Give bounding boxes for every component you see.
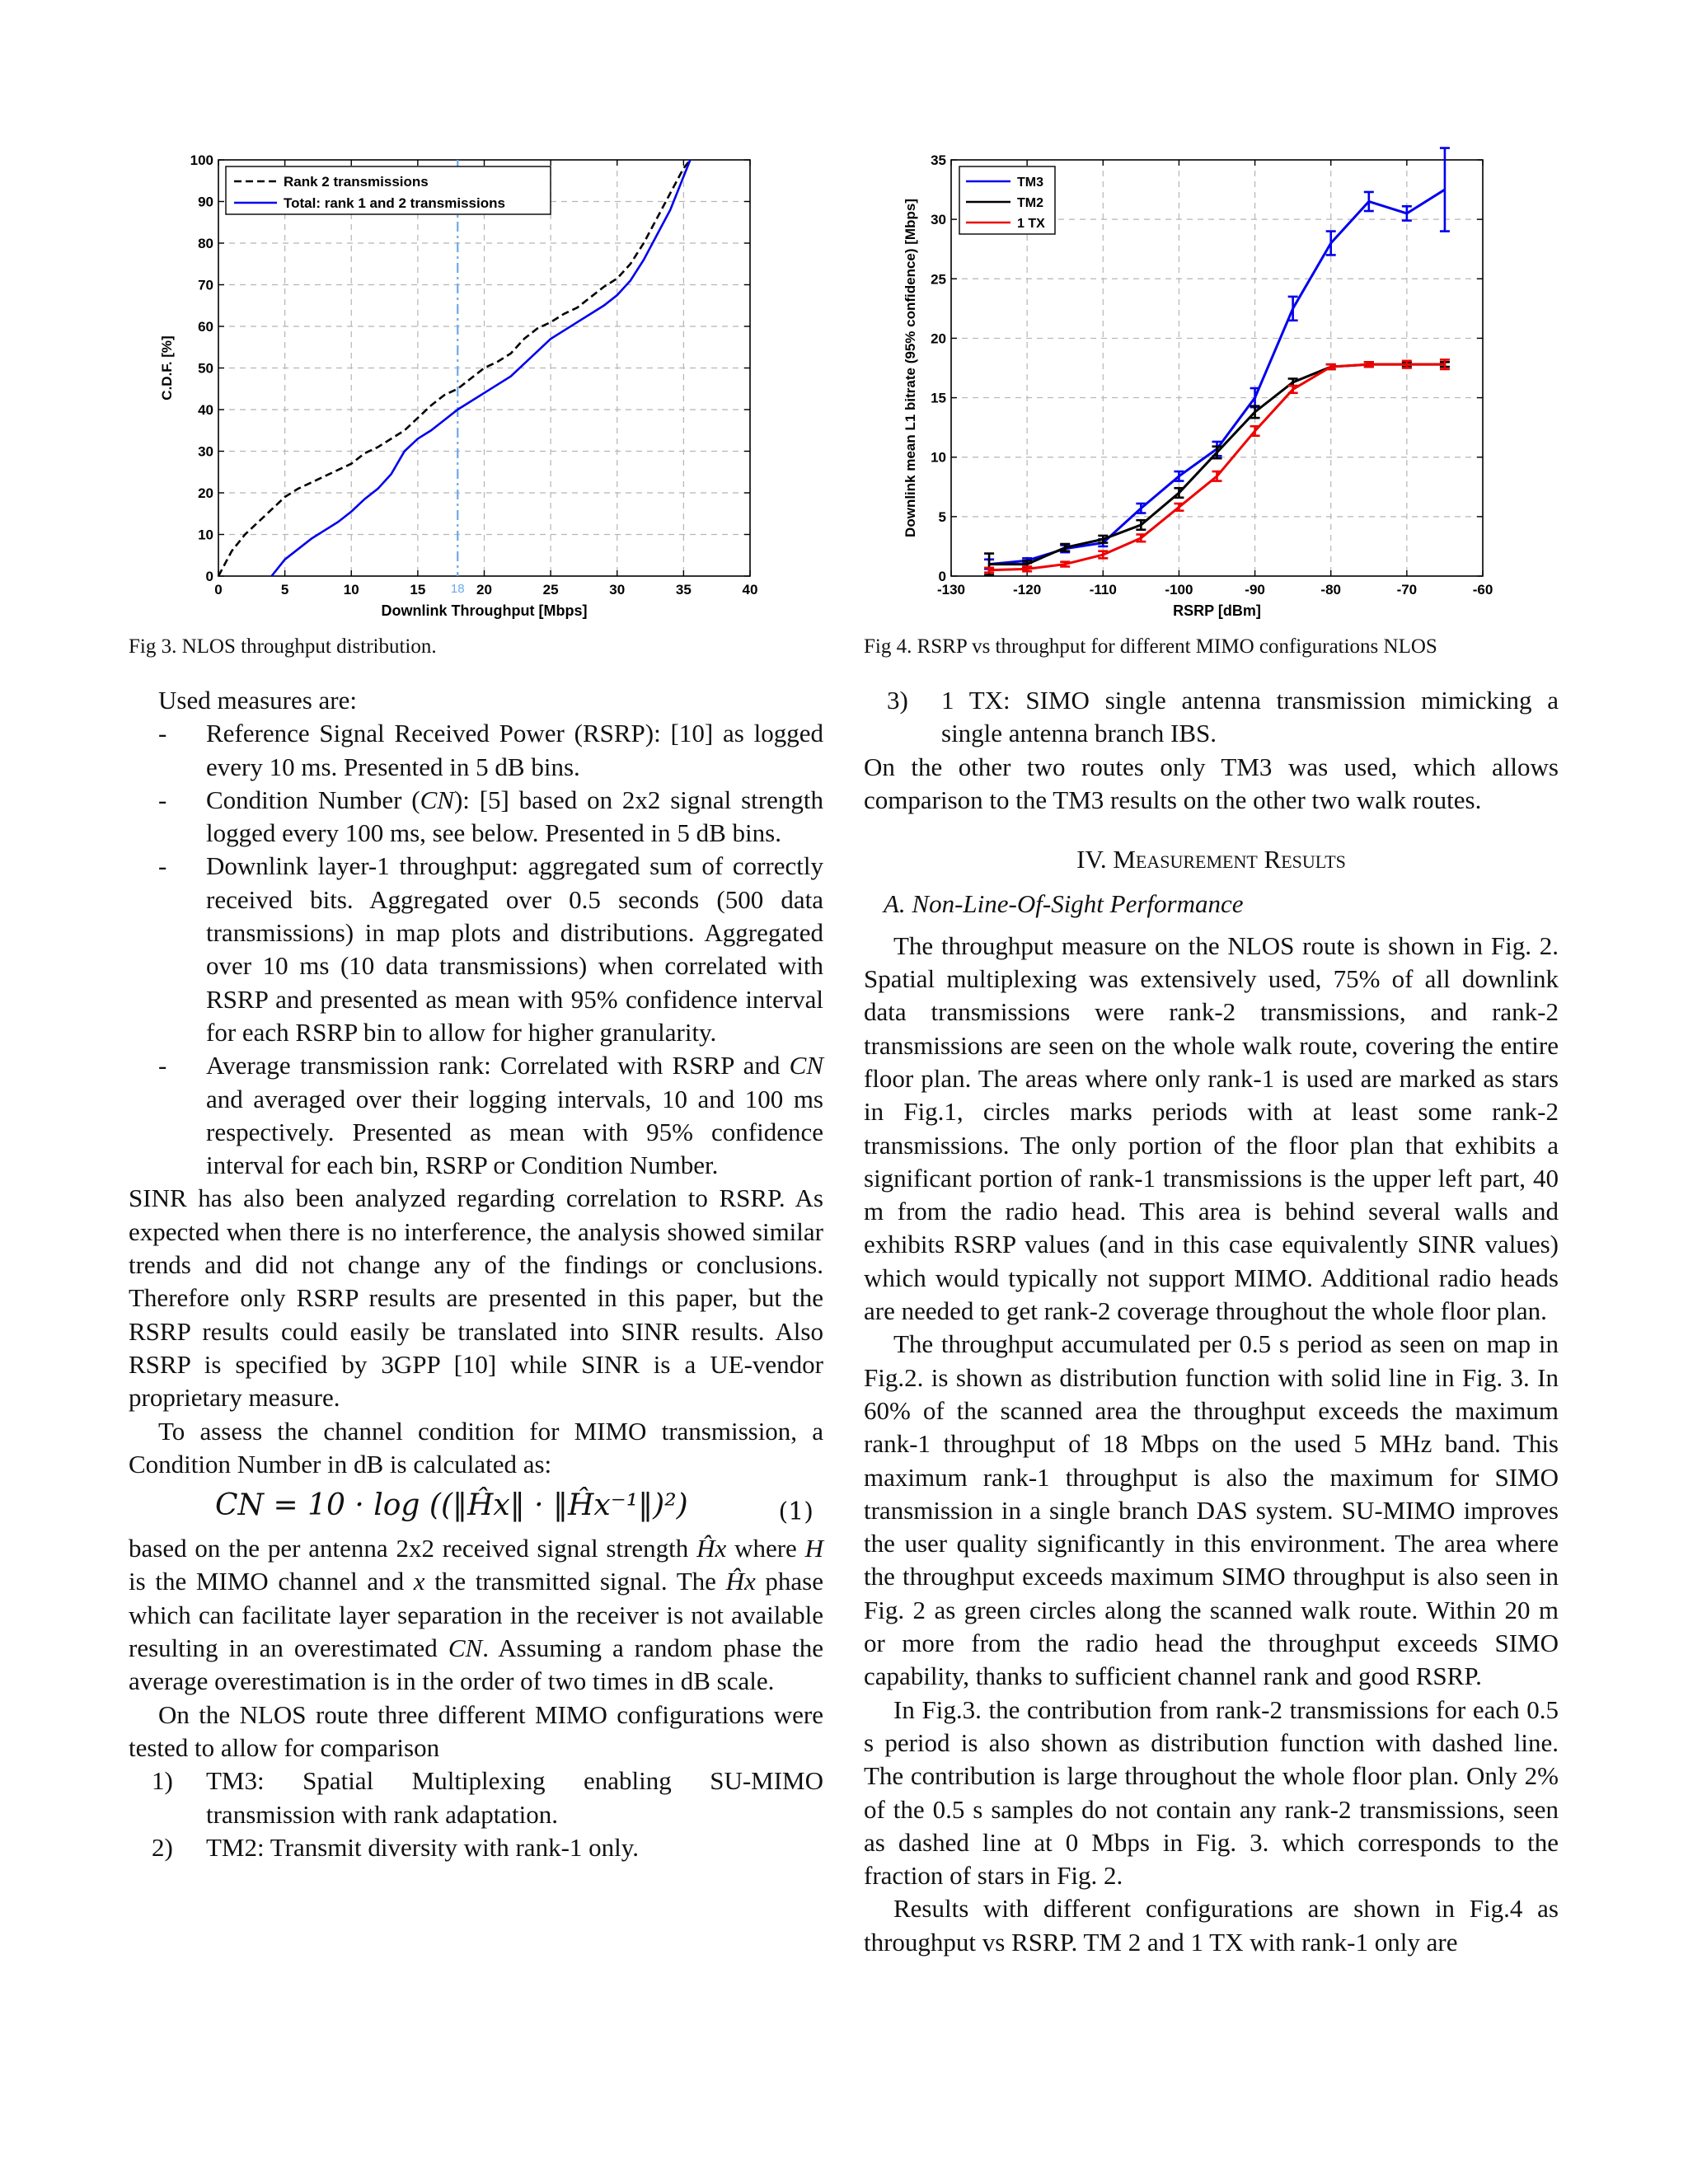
legend-label: Total: rank 1 and 2 transmissions	[284, 195, 505, 211]
bullet-marker: -	[158, 851, 167, 881]
measure-item	[129, 850, 823, 1049]
legend-label: Rank 2 transmissions	[284, 174, 429, 190]
measure-item	[129, 1049, 823, 1182]
para-based: based on the per antenna 2x2 received signal strength Ĥx where H is the MIMO channel and x the transmitted signal. The Ĥx phase which can facilitate layer separation in the receiver is not available resulting in an overestimated CN. Assuming a random phase the average overestimation is in the order of two times in dB scale.	[129, 1534, 824, 1696]
legend-label: 1 TX	[1017, 217, 1045, 231]
config-text: 1 TX: SIMO single antenna transmission mimicking a single antenna branch IBS.	[941, 686, 1559, 748]
x-tick-label: -70	[1396, 582, 1418, 598]
error-bar	[1288, 386, 1298, 393]
fig3-chart	[124, 140, 775, 635]
error-bar	[1174, 504, 1184, 511]
y-axis-label: C.D.F. [%]	[159, 335, 175, 401]
left-column	[129, 684, 823, 1864]
config-item	[864, 684, 1559, 751]
y-tick-label: 35	[931, 152, 946, 168]
section-heading: IV. Measurement Results	[1076, 845, 1346, 874]
para-other-routes: On the other two routes only TM3 was used, which allows comparison to the TM3 results on the other two walk routes.	[864, 752, 1559, 814]
measures-intro: Used measures are:	[158, 686, 358, 715]
x-tick-label: -130	[936, 582, 966, 598]
y-tick-label: 25	[931, 271, 946, 288]
y-tick-label: 40	[198, 402, 213, 418]
y-axis-label: Downlink mean L1 bitrate (95% confidence) [Mbps]	[903, 199, 918, 537]
error-bar	[1136, 535, 1146, 542]
cn-symbol: CN	[789, 1051, 823, 1080]
measure-text: Average transmission rank: Correlated with RSRP and	[206, 1051, 790, 1080]
bullet-marker: -	[158, 785, 167, 814]
config-marker: 2)	[152, 1832, 173, 1862]
results-para-2: The throughput accumulated per 0.5 s period as seen on map in Fig.2. is shown as distribution function with solid line in Fig. 3. In 60% of the scanned area the throughput exceeds the maximum rank-1 throughput of 18 Mbps on the used 5 MHz band. This maximum rank-1 throughput is also the maximum for SIMO transmission in a single branch DAS system. SU-MIMO improves the user quality significantly in this environment. The area where the throughput exceeds maximum SIMO throughput is also seen in Fig. 2 as green circles along the scanned walk route. Within 20 m or more from the radio head the throughput exceeds SIMO capability, thanks to sufficient channel rank and good RSRP.	[864, 1329, 1559, 1691]
measure-item	[129, 784, 823, 851]
config-marker: 1)	[152, 1766, 173, 1796]
results-para-3: In Fig.3. the contribution from rank-2 transmissions for each 0.5 s period is also shown as distribution function with dashed line. The contribution is large throughout the whole floor plan. Only 2% of the 0.5 s samples do not contain any rank-2 transmissions, seen as dashed line at 0 Mbps in Fig. 3. which corresponds to the fraction of stars in Fig. 2.	[864, 1694, 1559, 1891]
fig3-caption: Fig 3. NLOS throughput distribution.	[129, 635, 437, 658]
x-tick-label: 5	[280, 582, 289, 598]
series-line-2	[989, 364, 1445, 570]
legend-label: TM3	[1017, 176, 1043, 190]
x-tick-label: 40	[742, 582, 758, 598]
equation-number: (1)	[778, 1497, 814, 1527]
measure-text: Downlink layer-1 throughput: aggregated sum of correctly received bits. Aggregated over 0.5 seconds (500 data transmissions) in map plots and distributions. Aggregated over 10 ms (10 data transmissions) when correlated with RSRP and presented as mean with 95% confidence interval for each RSRP bin to allow for higher granularity.	[206, 851, 823, 1047]
config-text: TM3: Spatial Multiplexing enabling SU-MIMO transmission with rank adaptation.	[206, 1766, 823, 1829]
x-tick-label: -120	[1013, 582, 1042, 598]
measure-text: Condition Number (	[206, 785, 420, 814]
x-tick-label: -110	[1089, 582, 1117, 598]
measure-text: ): [5] based on 2x2 signal strength logged every 100 ms, see below. Presented in 5 dB bins.	[206, 785, 823, 848]
x-tick-label: 35	[675, 582, 692, 598]
y-tick-label: 30	[931, 212, 946, 228]
x-tick-label: 30	[609, 582, 626, 598]
x-tick-label: -100	[1165, 582, 1193, 598]
para-sinr: SINR has also been analyzed regarding correlation to RSRP. As expected when there is no interference, the analysis showed similar trends and did not change any of the findings or conclusions. Therefore only RSRP results are presented in this paper, but the RSRP results could easily be translated into SINR results. Also RSRP is specified by 3GPP [10] while SINR is a UE-vendor proprietary measure.	[129, 1183, 823, 1413]
config-text: TM2: Transmit diversity with rank-1 only.	[206, 1832, 639, 1862]
cn-symbol: CN	[420, 785, 454, 814]
series-line-0	[989, 190, 1445, 565]
threshold-label: 18	[450, 582, 465, 596]
y-tick-label: 20	[931, 330, 946, 347]
x-axis-label: RSRP [dBm]	[1173, 602, 1261, 619]
y-tick-label: 60	[198, 319, 213, 335]
measure-text: and averaged over their logging intervals, 10 and 100 ms respectively. Presented as mean with 95% confidence interval for each bin, RSRP or Condition Number.	[206, 1084, 823, 1180]
y-tick-label: 70	[198, 277, 213, 293]
config-item	[129, 1831, 823, 1864]
y-tick-label: 20	[198, 485, 213, 501]
x-tick-label: 25	[542, 582, 559, 598]
config-item	[129, 1765, 823, 1831]
equation-1	[129, 1483, 823, 1530]
legend-label: TM2	[1017, 196, 1043, 210]
para-nlos: On the NLOS route three different MIMO configurations were tested to allow for comparison	[129, 1699, 823, 1762]
bullet-marker: -	[158, 719, 167, 748]
y-tick-label: 10	[931, 449, 946, 466]
para-assess: To assess the channel condition for MIMO transmission, a Condition Number in dB is calculated as:	[129, 1416, 823, 1479]
results-para-1: The throughput measure on the NLOS route is shown in Fig. 2. Spatial multiplexing was extensively used, 75% of all downlink data transmissions were rank-2 transmissions, and rank-2 transmissions are seen on the whole walk route, covering the entire floor plan. The areas where only rank-1 is used are marked as stars in Fig.1, circles marks periods with at least some rank-2 transmissions. The only portion of the floor plan that exhibits a significant portion of rank-1 transmissions is the upper left part, 40 m from the radio head. This area is behind several walls and exhibits RSRP values (and in this case equivalently SINR values) which would typically not support MIMO. Additional radio heads are needed to get rank-2 coverage throughout the whole floor plan.	[864, 930, 1559, 1326]
equation-body: CN = 10 · log ((‖Ĥx‖ · ‖Ĥx⁻¹‖)²)	[215, 1488, 688, 1523]
x-tick-label: -60	[1472, 582, 1493, 598]
y-tick-label: 15	[931, 390, 946, 406]
config-marker: 3)	[887, 686, 908, 715]
series-line-1	[989, 364, 1445, 564]
measure-item	[129, 717, 823, 784]
fig4-caption: Fig 4. RSRP vs throughput for different MIMO configurations NLOS	[864, 635, 1437, 658]
bullet-marker: -	[158, 1051, 167, 1080]
figure-3	[124, 140, 775, 635]
right-column	[864, 684, 1559, 1959]
x-tick-label: -80	[1320, 582, 1342, 598]
x-tick-label: 10	[343, 582, 359, 598]
x-tick-label: 0	[214, 582, 223, 598]
y-tick-label: 90	[198, 194, 213, 210]
x-tick-label: -90	[1245, 582, 1265, 598]
y-tick-label: 10	[198, 527, 213, 543]
results-para-4: Results with different configurations are shown in Fig.4 as throughput vs RSRP. TM 2 and 1 TX with rank-1 only are	[864, 1894, 1559, 1957]
measure-text: Reference Signal Received Power (RSRP): [10] as logged every 10 ms. Presented in 5 dB bins.	[206, 719, 823, 781]
y-tick-label: 80	[198, 236, 213, 251]
y-tick-label: 0	[938, 569, 946, 584]
y-tick-label: 0	[205, 569, 213, 584]
subsection-heading: A. Non-Line-Of-Sight Performance	[884, 889, 1244, 919]
fig4-chart	[890, 140, 1599, 635]
y-tick-label: 5	[938, 509, 946, 525]
x-tick-label: 15	[410, 582, 426, 598]
x-tick-label: 20	[476, 582, 492, 598]
y-tick-label: 50	[198, 360, 213, 377]
y-tick-label: 100	[190, 152, 213, 168]
x-axis-label: Downlink Throughput [Mbps]	[381, 602, 588, 619]
y-tick-label: 30	[198, 443, 213, 460]
figure-4	[890, 140, 1599, 635]
